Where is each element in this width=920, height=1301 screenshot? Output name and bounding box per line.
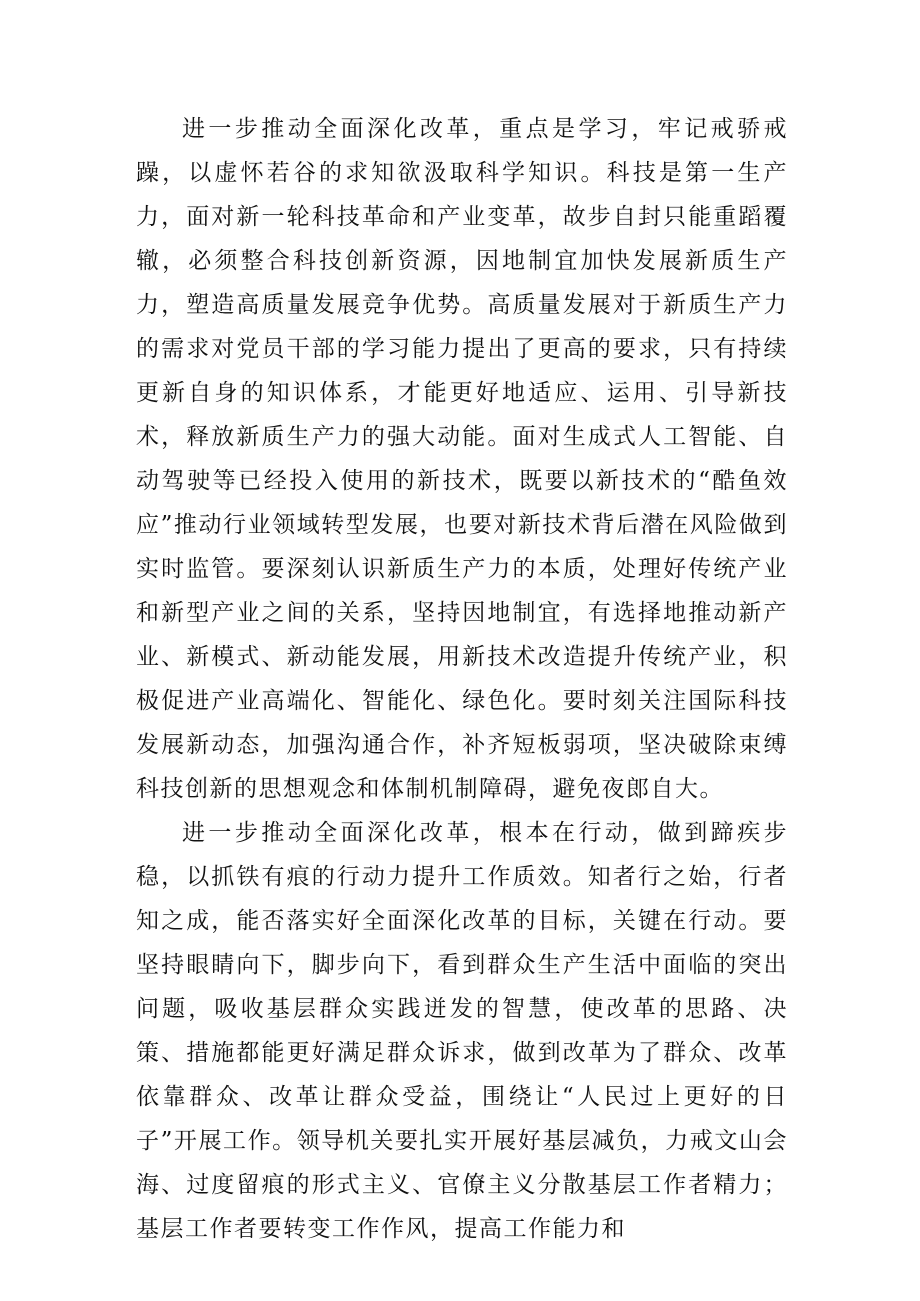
paragraph-action: 进一步推动全面深化改革，根本在行动，做到蹄疾步稳，以抓铁有痕的行动力提升工作质效。知者行之始，行者知之成，能否落实好全面深化改革的目标，关键在行动。要坚持眼睛向下，脚步向下，看到群众生产生活中面临的突出问题，吸收基层群众实践迸发的智慧，使改革的思路、决策、措施都能更好满足群众诉求，做到改革为了群众、改革依靠群众、改革让群众受益，围绕让“人民过上更好的日子”开展工作。领导机关要扎实开展好基层减负，力戒文山会海、过度留痕的形式主义、官僚主义分散基层工作者精力；基层工作者要转变工作作风，提高工作能力和 [136, 820, 788, 1242]
paragraph-learning: 进一步推动全面深化改革，重点是学习，牢记戒骄戒躁，以虚怀若谷的求知欲汲取科学知识。科技是第一生产力，面对新一轮科技革命和产业变革，故步自封只能重蹈覆辙，必须整合科技创新资源，因地制宜加快发展新质生产力，塑造高质量发展竞争优势。高质量发展对于新质生产力的需求对党员干部的学习能力提出了更高的要求，只有持续更新自身的知识体系，才能更好地适应、运用、引导新技术，释放新质生产力的强大动能。面对生成式人工智能、自动驾驶等已经投入使用的新技术，既要以新技术的“酷鱼效应”推动行业领域转型发展，也要对新技术背后潜在风险做到实时监管。要深刻认识新质生产力的本质，处理好传统产业和新型产业之间的关系，坚持因地制宜，有选择地推动新产业、新模式、新动能发展，用新技术改造提升传统产业，积极促进产业高端化、智能化、绿色化。要时刻关注国际科技发展新动态，加强沟通合作，补齐短板弱项，坚决破除束缚科技创新的思想观念和体制机制障碍，避免夜郎自大。 [136, 116, 788, 802]
document-body [136, 107, 788, 1251]
